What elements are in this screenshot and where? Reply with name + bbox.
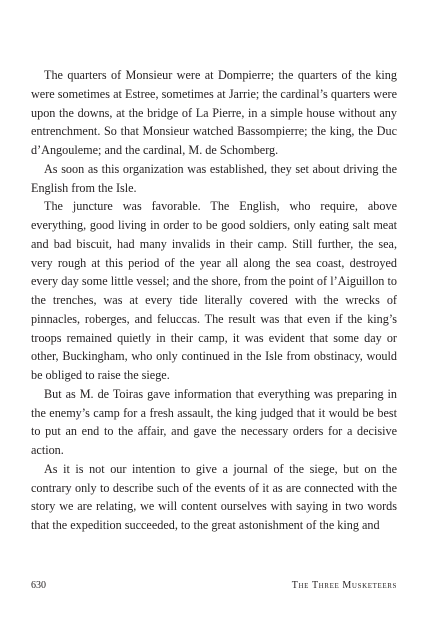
page-footer [31, 579, 397, 593]
page-number: 630 [31, 580, 46, 591]
paragraph: As soon as this organization was established, they set about driving the English from the Isle. [31, 161, 397, 195]
running-title: The Three Musketeers [291, 580, 397, 591]
body-text [31, 66, 397, 535]
paragraph: But as M. de Toiras gave information that everything was preparing in the enemy’s camp for a fresh assault, the king judged that it would be best to put an end to the affair, and gave the necessary orders for a decisive action. [31, 386, 397, 457]
paragraph: As it is not our intention to give a journal of the siege, but on the contrary only to describe such of the events of it as are connected with the story we are relating, we will content ourselves with saying in two words that the expedition succeeded, to the great astonishment of the king and [31, 461, 397, 532]
paragraph: The juncture was favorable. The English, who require, above everything, good living in order to be good soldiers, only eating salt meat and bad biscuit, had many invalids in their camp. Still further, the sea, very rough at this period of the year all along the sea coast, destroyed every day some little vessel; and the shore, from the point of l’Aiguillon to the trenches, was at every tide literally covered with the wrecks of pinnacles, roberges, and feluccas. The result was that even if the king’s troops remained quietly in their camp, it was evident that some day or other, Buckingham, who only continued in the Isle from obstinacy, would be obliged to raise the siege. [31, 199, 397, 382]
paragraph: The quarters of Monsieur were at Dompierre; the quarters of the king were sometimes at Estree, sometimes at Jarrie; the cardinal’s quarters were upon the downs, at the bridge of La Pierre, in a simple house without any entrenchment. So that Monsieur watched Bassompierre; the king, the Duc d’Angouleme; and the cardinal, M. de Schomberg. [31, 68, 397, 157]
